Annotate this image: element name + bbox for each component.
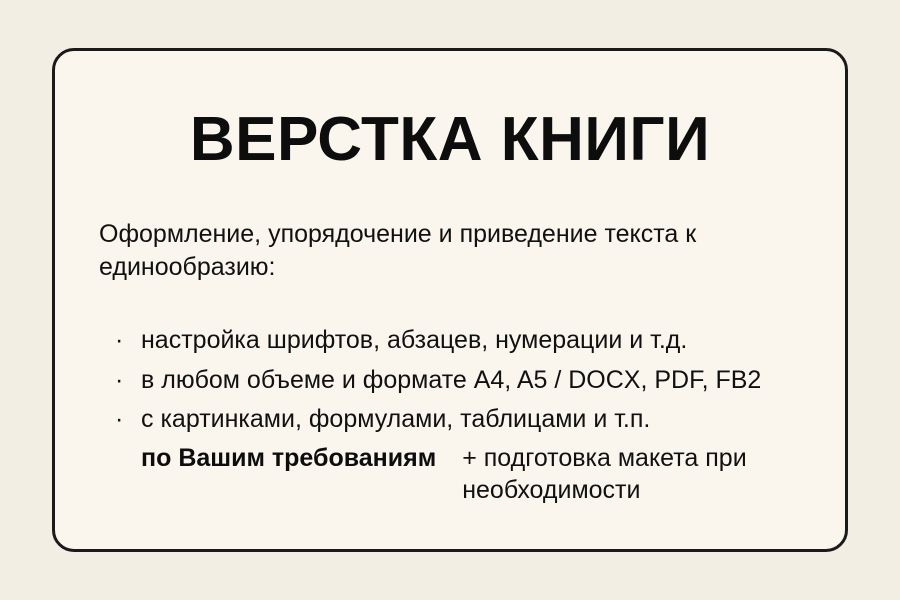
requirements-emphasis: по Вашим требованиям [141, 443, 437, 472]
list-item-label: в любом объеме и формате A4, A5 / DOCX, PDF, FB2 [141, 365, 762, 394]
page-title: ВЕРСТКА КНИГИ [189, 105, 711, 174]
list-item-label: с картинками, формулами, таблицами и т.п. [141, 405, 651, 434]
additional-note: + подготовка макета при необходимости [462, 443, 747, 505]
list-item [99, 364, 801, 397]
bullet-dot-icon: · [115, 326, 124, 355]
list-item [99, 403, 801, 436]
list-item [99, 324, 801, 357]
intro-text: Оформление, упорядочение и приведение текста к единообразию: [99, 220, 697, 282]
bullet-dot-icon: · [115, 365, 124, 394]
bullet-dot-icon: · [115, 405, 124, 434]
features-list [99, 317, 801, 436]
footer-row [99, 442, 801, 507]
info-card [52, 48, 848, 552]
list-item-label: настройка шрифтов, абзацев, нумерации и т.д. [141, 326, 688, 355]
